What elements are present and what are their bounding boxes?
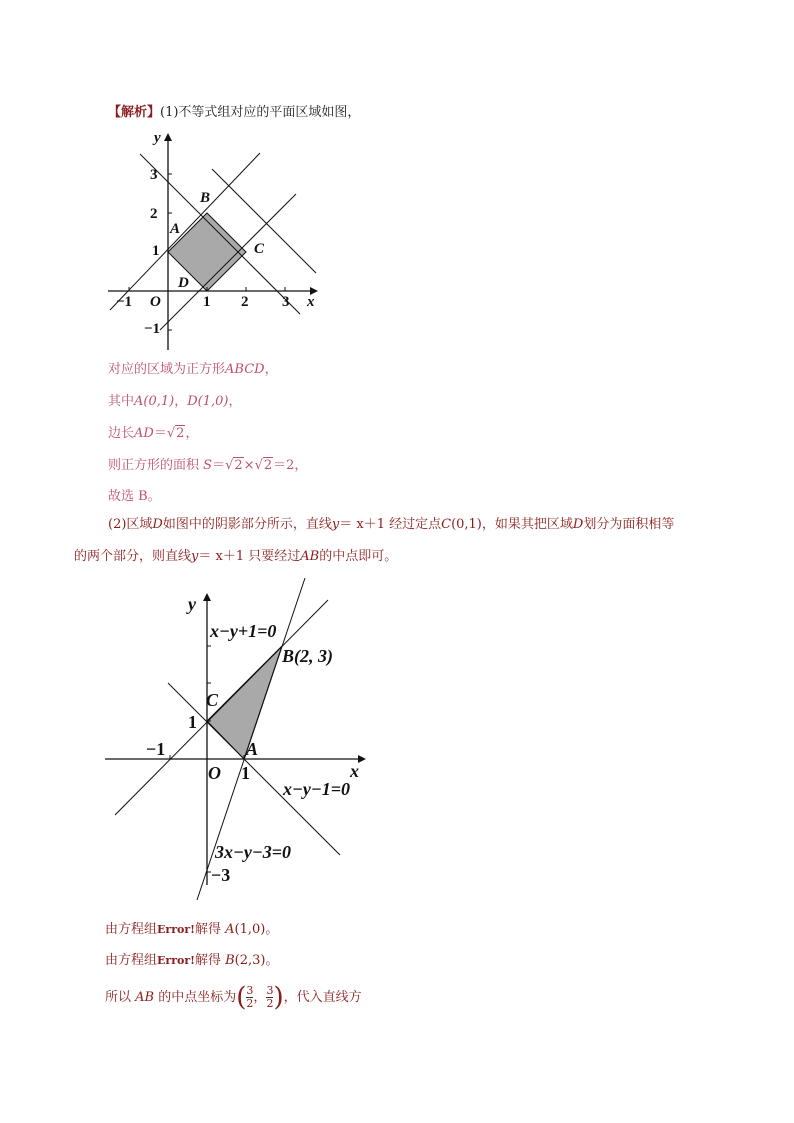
fig1-tick-y-neg1: −1 [144,321,161,337]
fig2-y-arrow [203,593,211,601]
region-line: 对应的区域为正方形ABCD， [108,362,278,377]
fig2-x-arrow [358,755,366,763]
fig1-origin: O [150,294,161,310]
part2-line1: (2)区域D如图中的阴影部分所示，直线y＝ x＋1 经过定点C(0,1)，如果其把区域D划分为面积相等 [108,517,675,532]
analysis-heading [108,104,360,122]
fig2-label-a: A [246,739,259,759]
fig1-tick-x-neg1: −1 [116,294,133,310]
choose-line: 故选 B。 [108,489,161,504]
fig1-tick-y-2: 2 [150,206,158,222]
fig2-line1-label: x−y+1=0 [210,621,277,641]
part2-line2: 的两个部分，则直线y＝ x＋1 只要经过AB的中点即可。 [74,549,398,564]
fig1-tick-x-3: 3 [282,294,290,310]
fig2-tick-y-neg3: −3 [211,865,231,885]
fig1-tick-x-1: 1 [203,294,211,310]
figure-triangle-region [100,575,370,905]
equation2-line: 由方程组Error!解得 B(2,3)。 [105,953,279,968]
side-line: 边长AD＝√2， [108,426,199,441]
fig1-tick-y-3: 3 [150,167,158,183]
fig2-label-c: C [206,690,219,710]
fig2-axis-y: y [188,594,196,614]
fig1-label-c: C [254,241,265,257]
midpoint-line: 所以 AB 的中点坐标为( $\frac{3}{2}$ ， $\frac{3}{2}$ )，代入直线方 [105,982,362,1013]
fig1-axis-y: y [154,130,161,146]
fig1-axis-x: x [307,294,315,310]
where-line: 其中A(0,1)，D(1,0)， [108,394,242,409]
equation1-line: 由方程组Error!解得 A(1,0)。 [105,922,279,937]
fig1-line-x-y-1 [140,154,300,314]
fraction-1: $\frac{3}{2}$ [246,984,254,1010]
fig1-y-arrow [164,133,172,141]
fig2-tick-x-neg1: −1 [146,739,166,759]
analysis-tag: 【解析】 [108,105,161,120]
fig1-label-b: B [200,190,211,206]
fig2-tick-y-1: 1 [188,712,197,732]
area-line: 则正方形的面积 S＝√2×√2＝2， [108,458,308,473]
fig2-label-b: B(2, 3) [282,646,333,666]
fig2-line3-label: 3x−y−3=0 [215,842,292,862]
fig1-tick-y-1: 1 [152,243,160,259]
fraction-2: $\frac{3}{2}$ [266,984,274,1010]
fig2-line2-label: x−y−1=0 [283,779,351,799]
fig2-origin: O [208,763,221,783]
fig2-axis-x: x [350,761,359,781]
figure-square-region [100,125,330,355]
fig1-label-d: D [178,275,189,291]
part1-intro: (1)不等式组对应的平面区域如图， [160,105,361,120]
triangle-shaded-region [207,646,282,759]
fig2-tick-x-1: 1 [241,763,250,783]
fig1-tick-x-2: 2 [241,294,249,310]
fig1-label-a: A [170,221,181,237]
